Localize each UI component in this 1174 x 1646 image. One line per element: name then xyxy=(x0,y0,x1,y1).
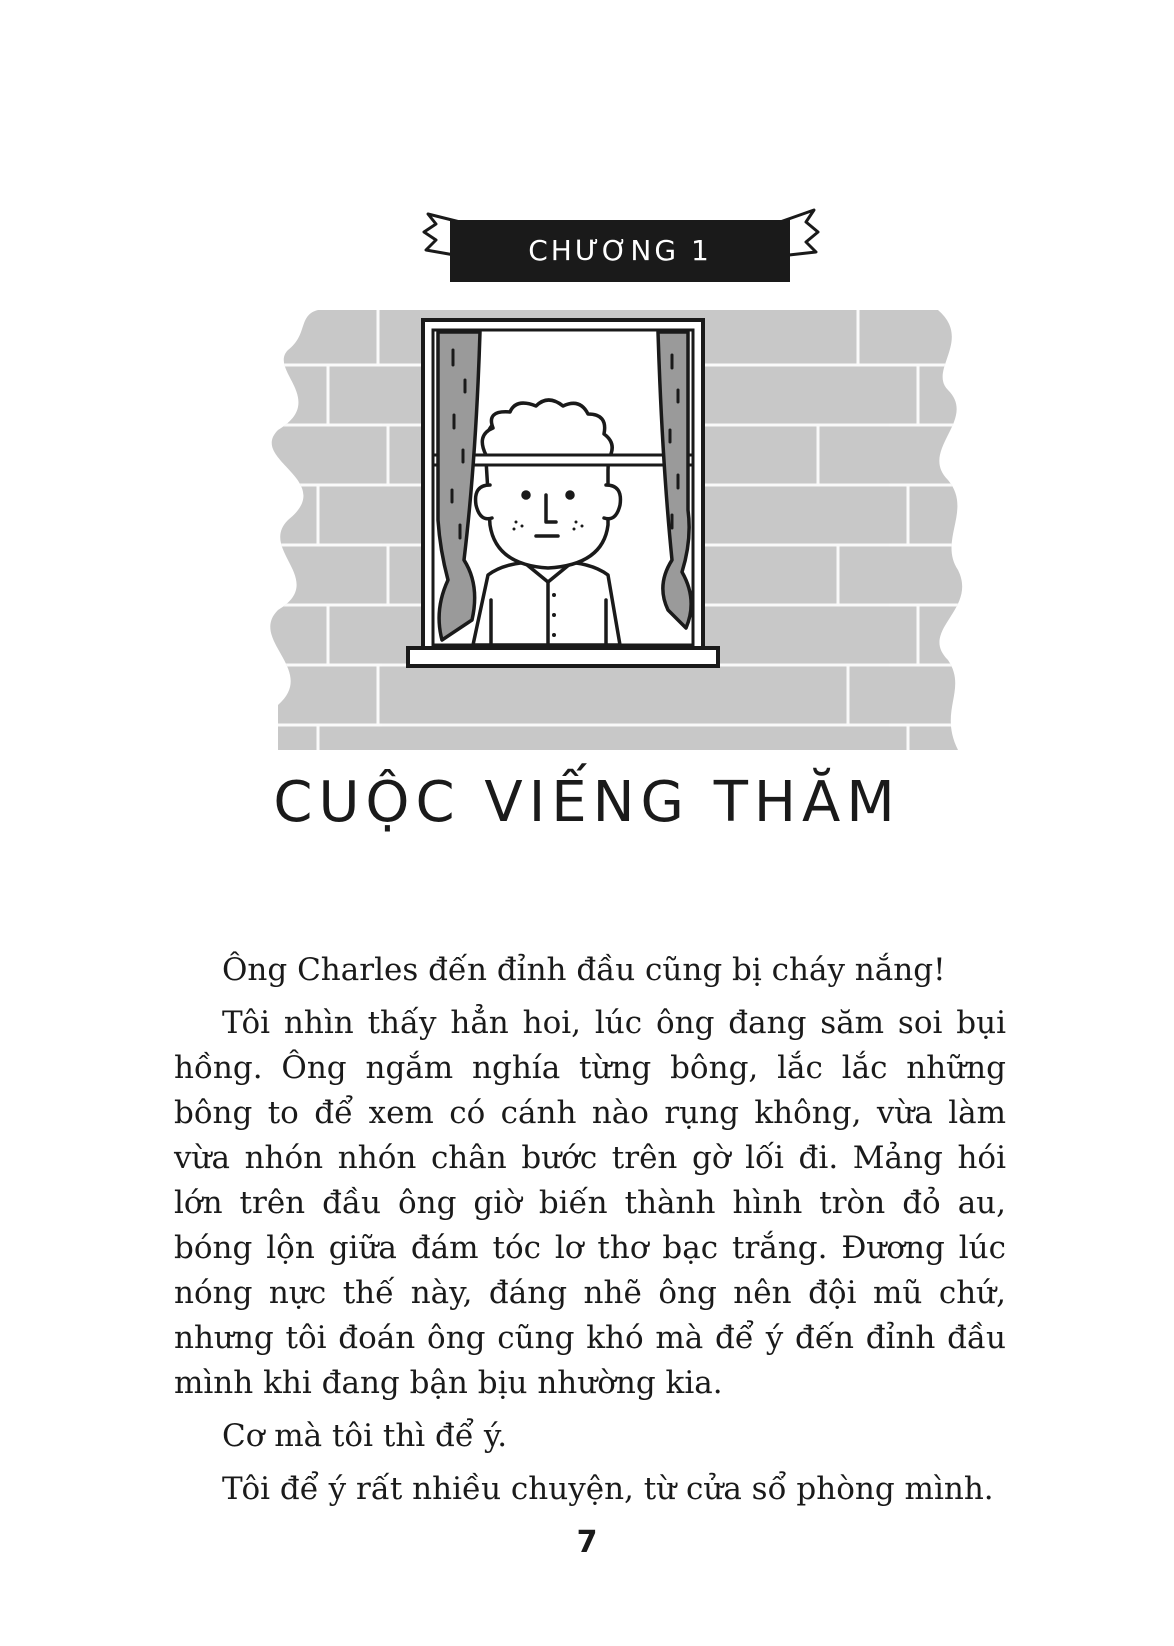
page-number: 7 xyxy=(576,1525,598,1560)
chapter-title: CUỘC VIẾNG THĂM xyxy=(273,770,901,835)
paragraph: Cơ mà tôi thì để ý. xyxy=(222,1418,508,1454)
boy-at-window-illustration xyxy=(258,310,973,755)
paragraph: Tôi để ý rất nhiều chuyện, từ cửa sổ phòng mình. xyxy=(222,1471,994,1507)
chapter-illustration xyxy=(258,310,973,755)
paragraph: Ông Charles đến đỉnh đầu cũng bị cháy nắng! xyxy=(222,952,946,988)
chapter-label: CHƯƠNG 1 xyxy=(528,233,712,267)
chapter-banner xyxy=(420,200,820,290)
paragraph: Tôi nhìn thấy hẳn hoi, lúc ông đang săm soi bụi hồng. Ông ngắm nghía từng bông, lắc lắc những bông to để xem có cánh nào rụng không, vừa làm vừa nhón nhón chân bước trên gờ lối đi. Mảng hói lớn trên đầu ông giờ biến thành hình tròn đỏ au, bóng lộn giữa đám tóc lơ thơ bạc trắng. Đương lúc nóng nực thế này, đáng nhẽ ông nên đội mũ chứ, nhưng tôi đoán ông cũng khó mà để ý đến đỉnh đầu mình khi đang bận bịu nhường kia. xyxy=(174,1005,1006,1401)
body-text xyxy=(174,948,1006,1520)
